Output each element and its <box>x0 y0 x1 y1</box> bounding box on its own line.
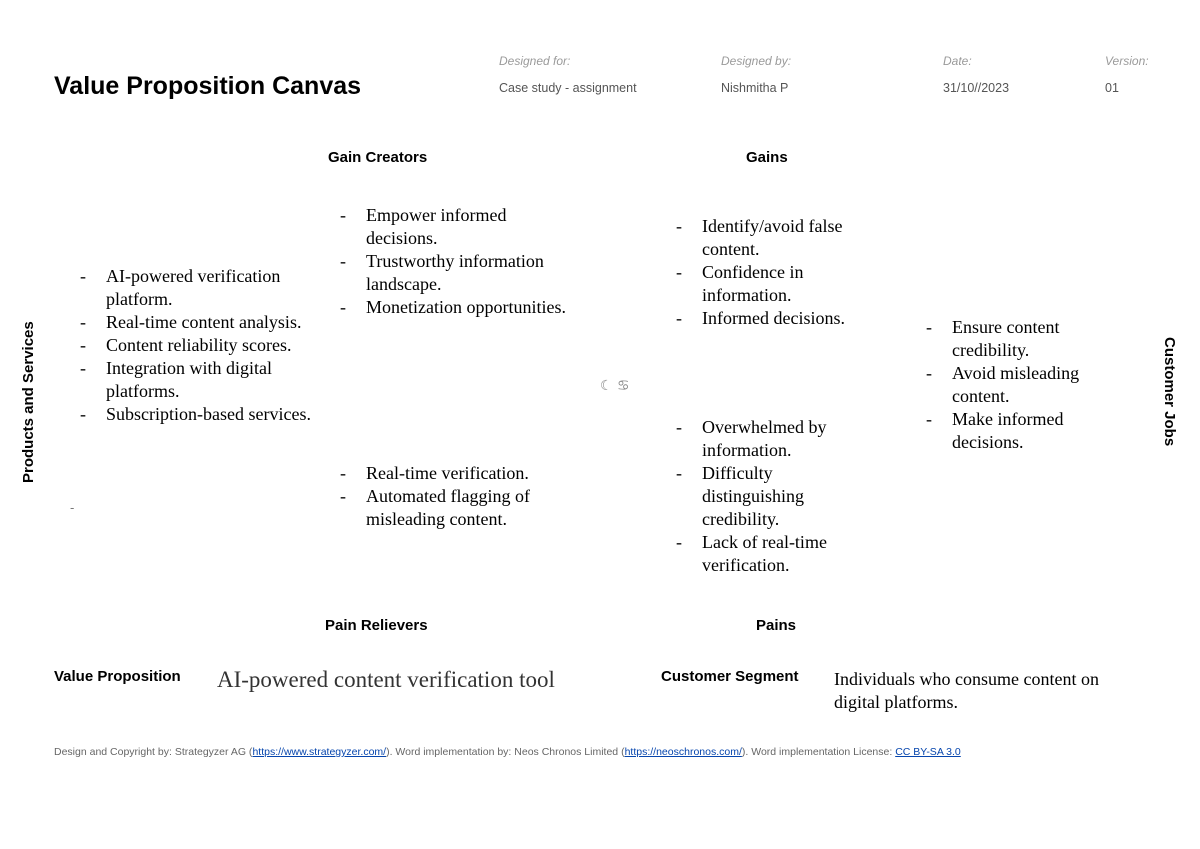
pains-heading: Pains <box>756 617 797 634</box>
pains-list <box>676 416 876 577</box>
designed-by-label: Designed by: <box>721 54 792 68</box>
footer-credits <box>54 746 961 758</box>
strategyzer-link[interactable]: https://www.strategyzer.com/ <box>252 746 387 758</box>
list-item: - Monetization opportunities. <box>340 296 580 319</box>
designed-for-label: Designed for: <box>499 54 571 68</box>
value-proposition-label: Value Proposition <box>54 668 181 685</box>
page-title: Value Proposition Canvas <box>54 72 362 100</box>
list-item: - Ensure content credibility. <box>926 316 1126 362</box>
center-glyphs: ☾ ♋ <box>600 378 630 394</box>
list-item: - AI-powered verification platform. <box>80 265 315 311</box>
list-item: - Avoid misleading content. <box>926 362 1126 408</box>
customer-segment-label: Customer Segment <box>661 668 799 685</box>
customer-segment-text: Individuals who consume content on digital platforms. <box>834 669 1099 712</box>
list-item: - Difficulty distinguishing credibility. <box>676 462 876 531</box>
customer-jobs-heading: Customer Jobs <box>1161 337 1178 447</box>
list-item: - Trustworthy information landscape. <box>340 250 580 296</box>
version-value: 01 <box>1105 81 1119 95</box>
gain-creators-list <box>340 204 580 319</box>
list-item: - Automated flagging of misleading content. <box>340 485 580 531</box>
list-item: - Real-time verification. <box>340 462 580 485</box>
designed-for-value: Case study - assignment <box>499 81 637 95</box>
products-services-heading: Products and Services <box>20 321 37 483</box>
list-item: - Lack of real-time verification. <box>676 531 876 577</box>
footer-license-prefix: ). Word implementation License: <box>741 746 896 758</box>
pain-relievers-list <box>340 462 580 531</box>
list-item: - Informed decisions. <box>676 307 876 330</box>
list-item: - Subscription-based services. <box>80 403 315 426</box>
pain-relievers-heading: Pain Relievers <box>325 617 428 634</box>
license-link[interactable]: CC BY-SA 3.0 <box>895 746 961 758</box>
gains-list <box>676 215 876 330</box>
list-item: - Make informed decisions. <box>926 408 1126 454</box>
list-item: - Content reliability scores. <box>80 334 315 357</box>
neoschronos-link[interactable]: https://neoschronos.com/ <box>624 746 742 758</box>
footer-mid: ). Word implementation by: Neos Chronos Limited ( <box>386 746 625 758</box>
stray-dash: - <box>70 500 75 515</box>
list-item: - Overwhelmed by information. <box>676 416 876 462</box>
products-services-list <box>80 265 315 426</box>
value-proposition-text: AI-powered content verification tool <box>217 667 555 692</box>
customer-jobs-list <box>926 316 1126 454</box>
gain-creators-heading: Gain Creators <box>328 149 428 166</box>
list-item: - Identify/avoid false content. <box>676 215 876 261</box>
designed-by-value: Nishmitha P <box>721 81 789 95</box>
version-label: Version: <box>1105 54 1149 68</box>
gains-heading: Gains <box>746 149 788 166</box>
list-item: - Real-time content analysis. <box>80 311 315 334</box>
list-item: - Empower informed decisions. <box>340 204 580 250</box>
list-item: - Integration with digital platforms. <box>80 357 315 403</box>
date-label: Date: <box>943 54 972 68</box>
footer-prefix: Design and Copyright by: Strategyzer AG ( <box>54 746 253 758</box>
list-item: - Confidence in information. <box>676 261 876 307</box>
date-value: 31/10//2023 <box>943 81 1010 95</box>
